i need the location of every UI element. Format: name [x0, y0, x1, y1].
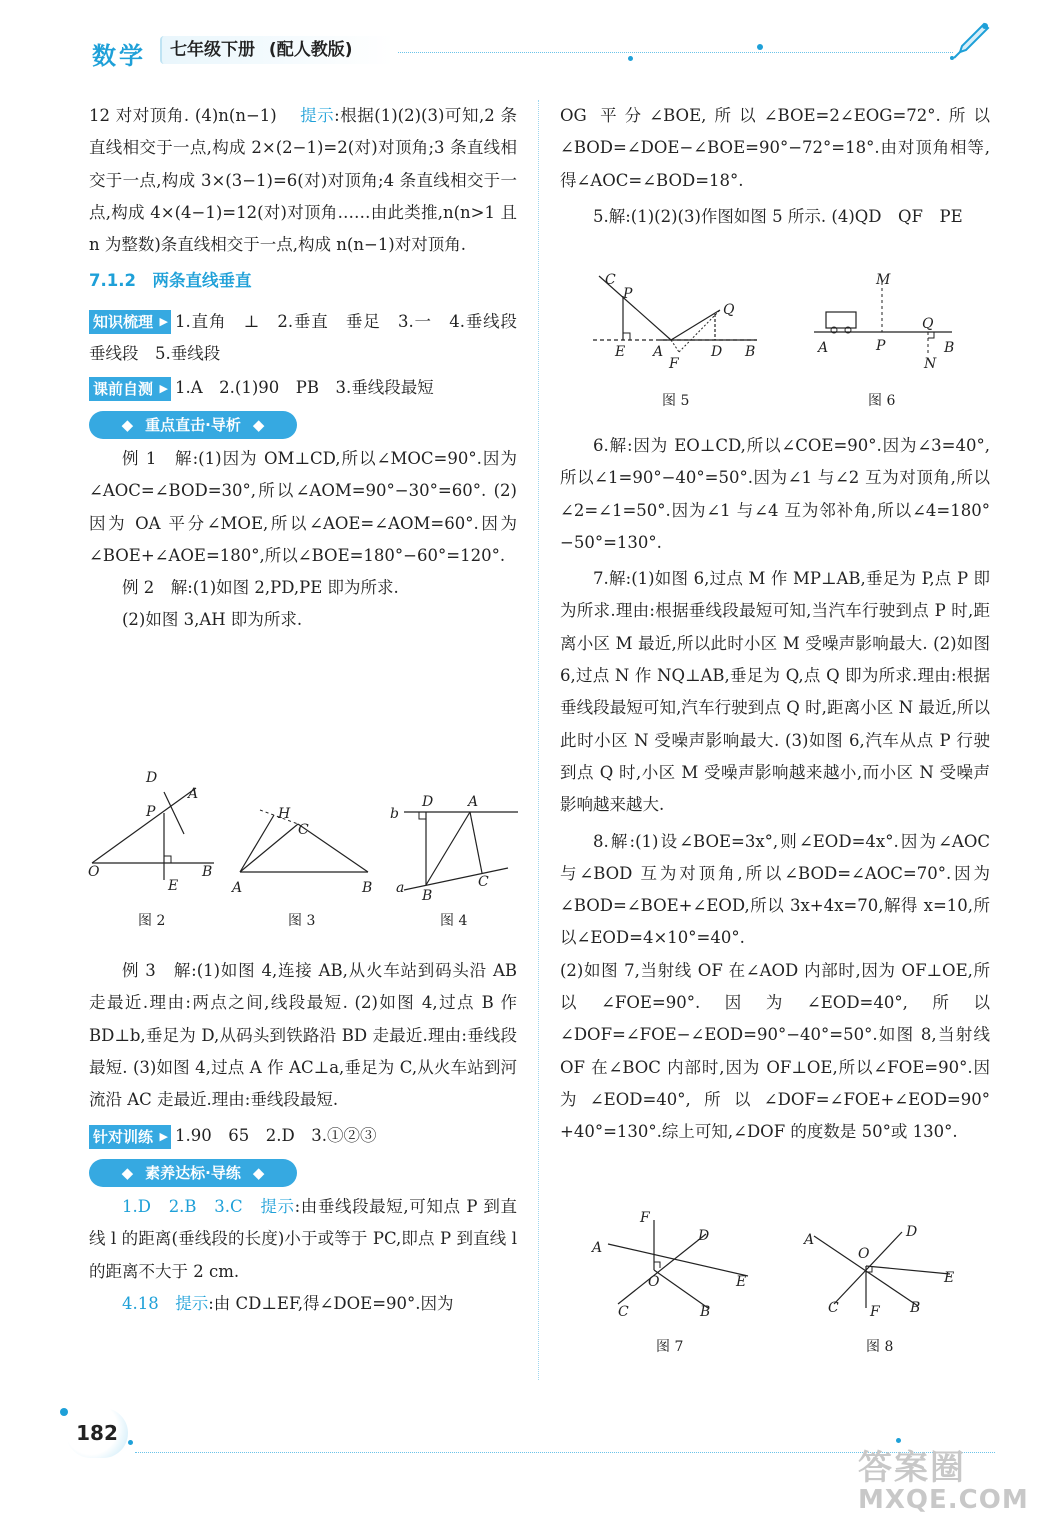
- point-label: F: [669, 356, 679, 368]
- point-label: P: [876, 338, 886, 354]
- point-label: O: [88, 864, 100, 880]
- point-label: F: [870, 1304, 880, 1320]
- caption-fig8: 图 8: [866, 1339, 894, 1355]
- point-label: A: [232, 880, 243, 896]
- point-label: D: [422, 794, 434, 810]
- point-label: C: [618, 1304, 629, 1320]
- figure-3: [230, 800, 380, 904]
- pen-icon: [948, 20, 992, 62]
- right-column-lower: [560, 430, 990, 1149]
- point-label: D: [698, 1228, 710, 1244]
- tag-training: 针对训练 ▶: [89, 1125, 171, 1149]
- point-label: E: [944, 1270, 955, 1286]
- point-label: A: [818, 340, 829, 356]
- point-label: A: [188, 786, 199, 802]
- point-label: B: [745, 344, 756, 360]
- answer-5: 5.解:(1)(2)(3)作图如图 5 所示. (4)QD QF PE: [593, 206, 963, 226]
- point-label: C: [298, 822, 309, 838]
- figure-2: [84, 768, 219, 902]
- header-dot: [757, 44, 763, 50]
- right-column: [560, 100, 990, 233]
- example-2b: (2)如图 3,AH 即为所求.: [122, 610, 303, 630]
- figure-5: [585, 268, 765, 372]
- answer-4-continued: OG 平分∠BOE,所以∠BOE=2∠EOG=72°.所以∠BOD=∠DOE−∠BOE=90°−72°=18°.由对顶角相等,得∠AOC=∠BOD=18°.: [560, 106, 990, 190]
- section-title: 7.1.2 两条直线垂直: [89, 271, 252, 291]
- subject-title: 数学: [92, 42, 146, 70]
- column-divider: [538, 100, 539, 1380]
- figure-8: [800, 1208, 970, 1332]
- answers-1-3: 1.D 2.B 3.C 提示:由垂线段最短,可知点 P 到直线 l 的距离(垂线段的长度)小于或等于 PC,即点 P 到直线 l 的距离不大于 2 cm.: [89, 1197, 517, 1281]
- figure-7: [588, 1208, 758, 1332]
- answer-8b: (2)如图 7,当射线 OF 在∠AOD 内部时,因为 OF⊥OE,所以∠FOE=90°.因为∠EOD=40°,所以∠DOF=∠FOE−∠EOD=90°−40°=50°.如图 8,当射线 OF 在∠BOC 内部时,因为 OF⊥OE,所以∠FOE=90°.因为∠EOD=40°,所以∠DOF=∠FOE+∠EOD=90°+40°=130°.综上可知,∠DOF 的度数是 50°或 130°.: [560, 960, 990, 1142]
- answer-7: 7.解:(1)如图 6,过点 M 作 MP⊥AB,垂足为 P,点 P 即为所求.理由:根据垂线段最短可知,当汽车行驶到点 P 时,距离小区 M 最近,所以此时小区 M 受噪声影响最大. (2)如图 6,过点 N 作 NQ⊥AB,垂足为 Q,点 Q 即为所求.理由:根据垂线段最短可知,汽车行驶到点 Q 时,距离小区 N 最近,所以此时小区 N 受噪声影响最大. (3)如图 6,汽车从点 P 行驶到点 Q 时,小区 M 受噪声影响越来越小,而小区 N 受噪声影响越来越大.: [560, 569, 990, 815]
- point-label: H: [278, 806, 291, 822]
- point-label: a: [396, 880, 405, 896]
- header-dotted-line: [398, 52, 953, 53]
- point-label: b: [390, 806, 399, 822]
- point-label: C: [478, 874, 489, 890]
- point-label: Q: [723, 302, 735, 318]
- point-label: C: [828, 1300, 839, 1316]
- point-label: M: [876, 272, 891, 288]
- point-label: F: [640, 1210, 650, 1226]
- point-label: A: [653, 344, 664, 360]
- pill-row: [89, 1157, 517, 1189]
- point-label: B: [422, 888, 433, 900]
- point-label: P: [623, 286, 633, 302]
- answer-4: 4.18 提示:由 CD⊥EF,得∠DOE=90°.因为: [122, 1293, 454, 1313]
- point-label: C: [605, 272, 616, 288]
- point-label: A: [804, 1232, 815, 1248]
- grade-edition-box: [160, 36, 394, 64]
- caption-fig2: 图 2: [138, 913, 166, 929]
- answer-paragraph: 12 对对顶角. (4)n(n−1) 提示:根据(1)(2)(3)可知,2 条直线相交于一点,构成 2×(2−1)=2(对)对顶角;3 条直线相交于一点,构成 3×(3−1)=6(对)对顶角;4 条直线相交于一点,构成 4×(4−1)=12(对)对顶角……由此类推,n(n>1 且 n 为整数)条直线相交于一点,构成 n(n−1)对对顶角.: [89, 106, 518, 255]
- point-label: B: [202, 864, 213, 880]
- targeted-training: 针对训练 ▶ 1.90 65 2.D 3.①②③: [89, 1120, 517, 1152]
- point-label: E: [736, 1274, 747, 1290]
- pill-key-points: ◆ 重点直击·导析 ◆: [89, 411, 297, 439]
- caption-fig4: 图 4: [440, 913, 468, 929]
- left-column-lower: [89, 955, 517, 1320]
- caption-fig5: 图 5: [662, 393, 690, 409]
- point-label: O: [648, 1274, 660, 1290]
- grade-label: 七年级下册: [170, 40, 255, 60]
- point-label: A: [468, 794, 479, 810]
- pill-practice: ◆ 素养达标·导练 ◆: [89, 1159, 297, 1187]
- edition-label: (配人教版): [268, 40, 353, 60]
- point-label: D: [711, 344, 723, 360]
- point-label: B: [362, 880, 373, 896]
- point-label: P: [146, 804, 156, 820]
- point-label: B: [910, 1300, 921, 1316]
- point-label: N: [924, 356, 937, 368]
- point-label: B: [700, 1304, 711, 1320]
- answer-6: 6.解:因为 EO⊥CD,所以∠COE=90°.因为∠3=40°,所以∠1=90°−40°=50°.因为∠1 与∠2 互为对顶角,所以∠2=∠1=50°.因为∠1 与∠4 互为邻补角,所以∠4=180°−50°=130°.: [560, 436, 990, 552]
- pre-class-test: 课前自测 ▶ 1.A 2.(1)90 PB 3.垂线段最短: [89, 372, 517, 404]
- figure-4: [388, 790, 523, 904]
- point-label: Q: [922, 316, 934, 332]
- point-label: E: [168, 878, 179, 894]
- caption-fig3: 图 3: [288, 913, 316, 929]
- footer-dot: [60, 1408, 68, 1416]
- point-label: A: [592, 1240, 603, 1256]
- left-column: [89, 100, 534, 637]
- watermark: 答案圈 MXQE.COM: [858, 1448, 1029, 1515]
- caption-fig7: 图 7: [656, 1339, 684, 1355]
- pill-row: [89, 409, 517, 441]
- point-label: O: [858, 1246, 870, 1262]
- example-2a: 例 2 解:(1)如图 2,PD,PE 即为所求.: [122, 578, 399, 598]
- header-dot: [628, 56, 633, 61]
- point-label: D: [146, 770, 158, 786]
- example-3: 例 3 解:(1)如图 4,连接 AB,从火车站到码头沿 AB 走最近.理由:两点之间,线段最短. (2)如图 4,过点 B 作 BD⊥b,垂足为 D,从码头到铁路沿 BD 走最近.理由:垂线段最短. (3)如图 4,过点 A 作 AC⊥a,垂足为 C,从火车站到河流沿 AC 走最近.理由:垂线段最短.: [89, 961, 517, 1110]
- page-number: 182: [66, 1408, 128, 1458]
- footer-dot: [128, 1440, 133, 1445]
- example-1: 例 1 解:(1)因为 OM⊥CD,所以∠MOC=90°.因为∠AOC=∠BOD=30°,所以∠AOM=90°−30°=60°. (2)因为 OA 平分∠MOE,所以∠AOE=∠AOM=60°.因为∠BOE+∠AOE=180°,所以∠BOE=180°−60°=120°.: [89, 448, 517, 565]
- figure-6: [810, 268, 970, 372]
- point-label: B: [944, 340, 955, 356]
- caption-fig6: 图 6: [868, 393, 896, 409]
- point-label: D: [906, 1224, 918, 1240]
- tag-knowledge: 知识梳理 ▶: [89, 310, 171, 334]
- knowledge-review: 知识梳理 ▶ 1.直角 ⊥ 2.垂直 垂足 3.一 4.垂线段 垂线段 5.垂线段: [89, 306, 517, 371]
- tag-pretest: 课前自测 ▶: [89, 377, 171, 401]
- answer-8a: 8.解:(1)设∠BOE=3x°,则∠EOD=4x°.因为∠AOC 与∠BOD 互为对顶角,所以∠BOD=∠AOC=70°.因为∠BOD=∠BOE+∠EOD,所以 3x+4x=70,解得 x=10,所以∠EOD=4×10°=40°.: [560, 831, 990, 948]
- point-label: E: [615, 344, 626, 360]
